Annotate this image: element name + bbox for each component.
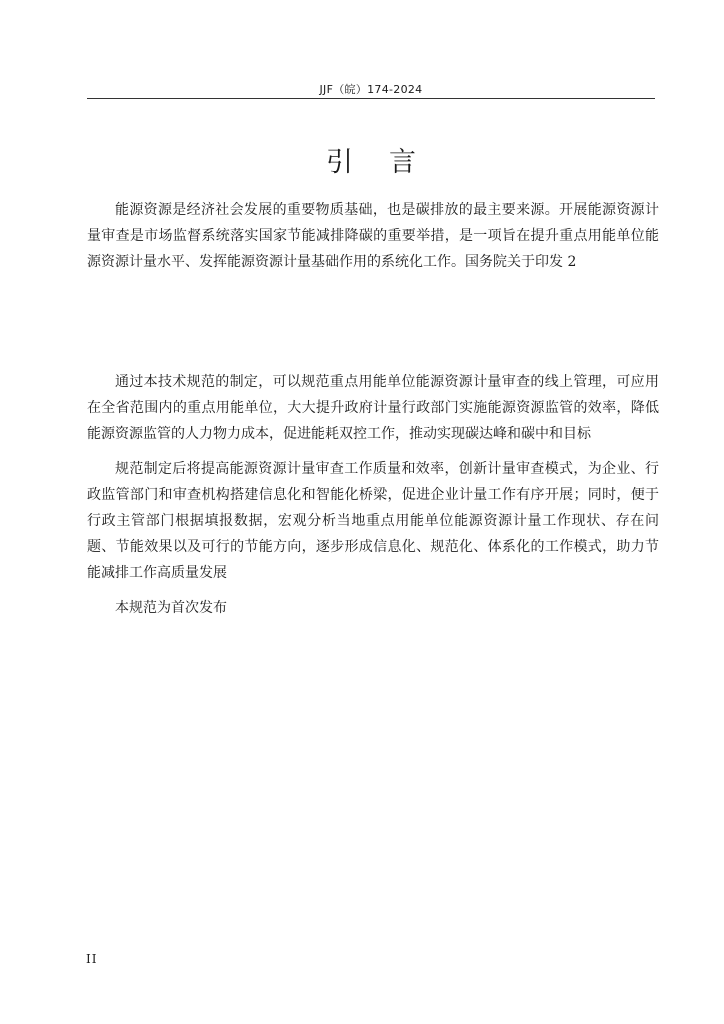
paragraph-2: 通过本技术规范的制定，可以规范重点用能单位能源资源计量审查的线上管理，可应用在全省范围内的重点用能单位，大大提升政府计量行政部门实施能源资源监管的效率，降低能源资源监管的人力物力成本，促进能耗双控工作，推动实现碳达峰和碳中和目标 [87, 374, 659, 442]
section-title: 引言 [326, 147, 452, 178]
paragraph-1: 能源资源是经济社会发展的重要物质基础，也是碳排放的最主要来源。开展能源资源计量审查是市场监督系统落实国家节能减排降碳的重要举措，是一项旨在提升重点用能单位能源资源计量水平、发挥能源资源计量基础作用的系统化工作。国务院关于印发 2 [87, 202, 659, 270]
paragraph-4: 本规范为首次发布 [115, 600, 227, 616]
document-header-id: JJF（皖）174-2024 [319, 83, 423, 96]
page-number: II [86, 952, 98, 966]
paragraph-3: 规范制定后将提高能源资源计量审查工作质量和效率，创新计量审查模式，为企业、行政监管部门和审查机构搭建信息化和智能化桥梁，促进企业计量工作有序开展；同时，便于行政主管部门根据填报数据，宏观分析当地重点用能单位能源资源计量工作现状、存在问题、节能效果以及可行的节能方向，逐步形成信息化、规范化、体系化的工作模式，助力节能减排工作高质量发展 [87, 461, 659, 581]
header-rule [87, 98, 655, 99]
